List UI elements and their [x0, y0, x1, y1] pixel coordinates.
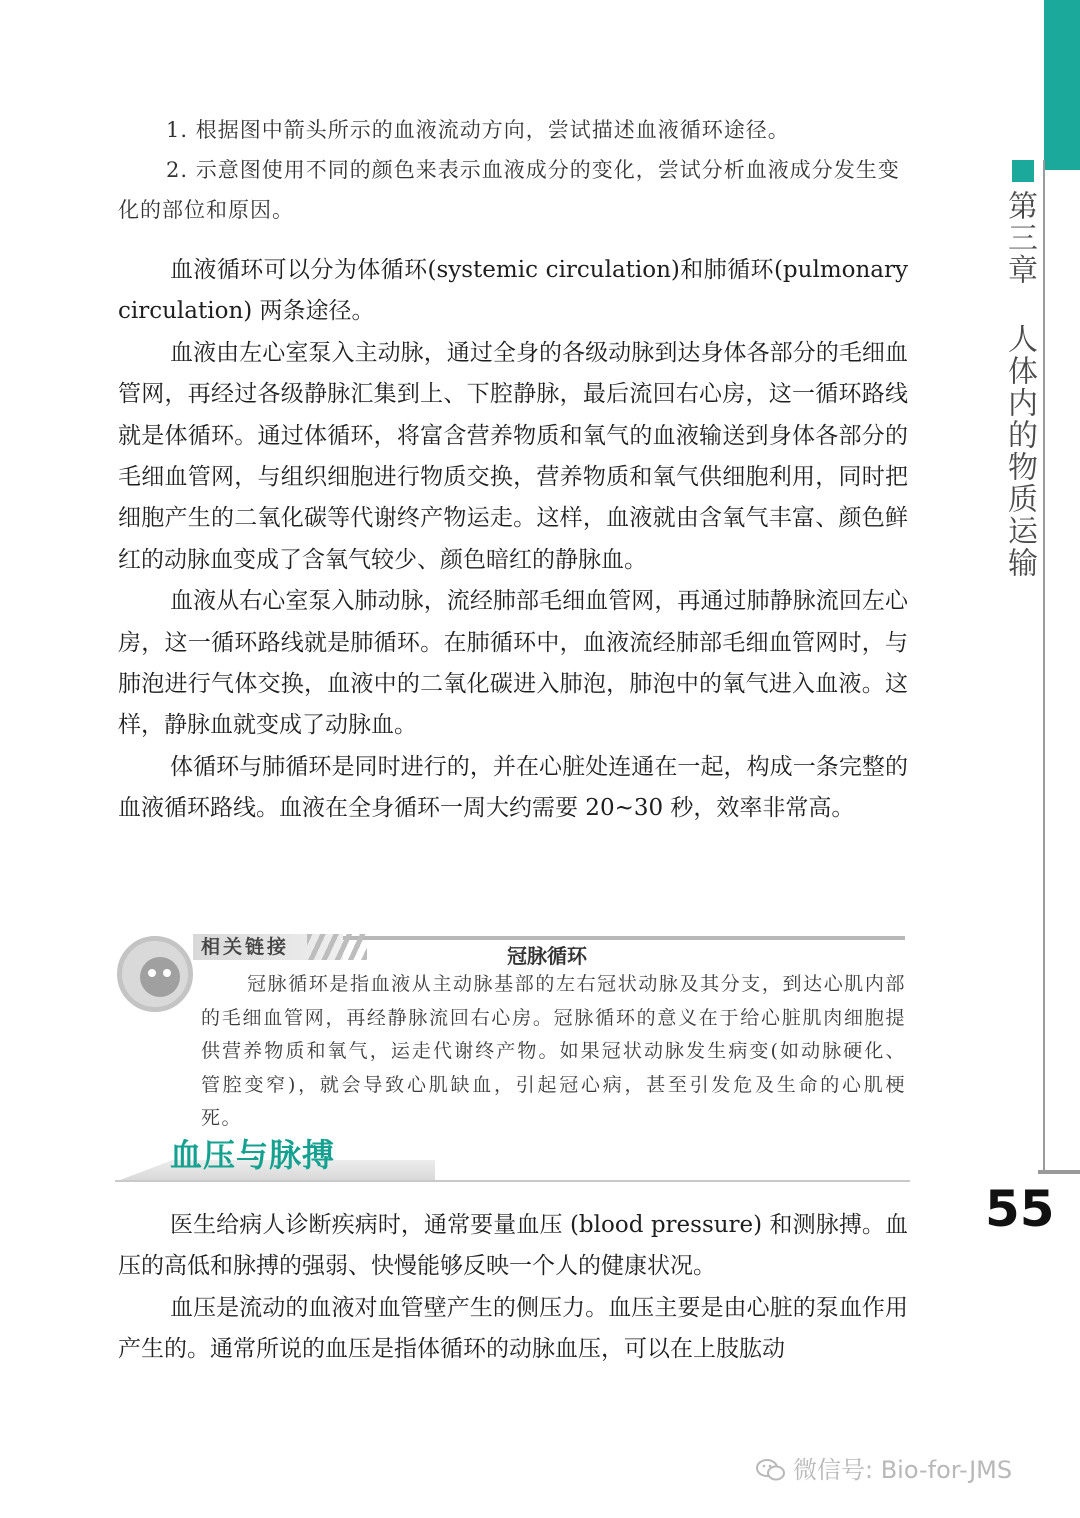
paragraph: 医生给病人诊断疾病时，通常要量血压 (blood pressure) 和测脉搏。血压的高低和脉搏的强弱、快慢能够反映一个人的健康状况。 [118, 1212, 908, 1280]
section-heading-rule [115, 1180, 910, 1182]
paragraph: 血液循环可以分为体循环(systemic circulation)和肺循环(pulmonary circulation) 两条途径。 [118, 257, 908, 325]
watermark-text: 微信号: Bio-for-JMS [793, 1456, 1013, 1484]
wechat-icon [755, 1458, 787, 1482]
related-link-paragraph: 冠脉循环是指血液从主动脉基部的左右冠状动脉及其分支，到达心肌内部的毛细血管网，再经静脉流回右心房。冠脉循环的意义在于给心脏肌肉细胞提供营养物质和氧气，运走代谢终产物。如果冠状动脉发生病变(如动脉硬化、管腔变窄)，就会导致心肌缺血，引起冠心病，甚至引发危及生命的心肌梗死。 [201, 973, 906, 1129]
paragraph: 体循环与肺循环是同时进行的，并在心脏处连通在一起，构成一条完整的血液循环路线。血液在全身循环一周大约需要 20~30 秒，效率非常高。 [118, 753, 908, 822]
chapter-title: 第三章 人体内的物质运输 [1002, 190, 1037, 579]
related-link-box [115, 928, 910, 1129]
paragraph: 血液由左心室泵入主动脉，通过全身的各级动脉到达身体各部分的毛细血管网，再经过各级静脉汇集到上、下腔静脉，最后流回右心房，这一循环路线就是体循环。通过体循环，将富含营养物质和氧气的血液输送到身体各部分的毛细血管网，与组织细胞进行物质交换，营养物质和氧气供细胞利用，同时把细胞产生的二氧化碳等代谢终产物运走。这样，血液就由含氧气丰富、颜色鲜红的动脉血变成了含氧气较少、颜色暗红的静脉血。 [118, 339, 908, 573]
question-item: 1. 根据图中箭头所示的血液流动方向，尝试描述血液循环途径。 [166, 118, 790, 142]
chapter-tab-decoration [1044, 0, 1080, 170]
related-link-title: 冠脉循环 [507, 944, 587, 968]
question-item: 2. 示意图使用不同的颜色来表示血液成分的变化，尝试分析血液成分发生变化的部位和原因。 [118, 158, 900, 222]
main-text [118, 250, 908, 830]
margin-rule [1043, 160, 1045, 1170]
watermark [755, 1450, 1012, 1485]
section-heading: 血压与脉搏 [170, 1136, 336, 1174]
chapter-marker-square [1012, 160, 1034, 182]
related-link-text [201, 968, 906, 1136]
page-number: 55 [985, 1180, 1055, 1238]
paragraph: 血压是流动的血液对血管壁产生的侧压力。血压主要是由心脏的泵血作用产生的。通常所说的血压是指体循环的动脉血压，可以在上肢肱动 [118, 1294, 908, 1363]
paragraph: 血液从右心室泵入肺动脉，流经肺部毛细血管网，再通过肺静脉流回左心房，这一循环路线就是肺循环。在肺循环中，血液流经肺部毛细血管网时，与肺泡进行气体交换，血液中的二氧化碳进入肺泡，肺泡中的氧气进入血液。这样，静脉血就变成了动脉血。 [118, 588, 908, 739]
section-text [118, 1205, 908, 1371]
discussion-questions [118, 110, 908, 230]
mascot-icon [117, 936, 193, 1012]
related-link-label: 相关链接 [201, 936, 290, 958]
margin-rule-cap [1038, 1170, 1080, 1174]
